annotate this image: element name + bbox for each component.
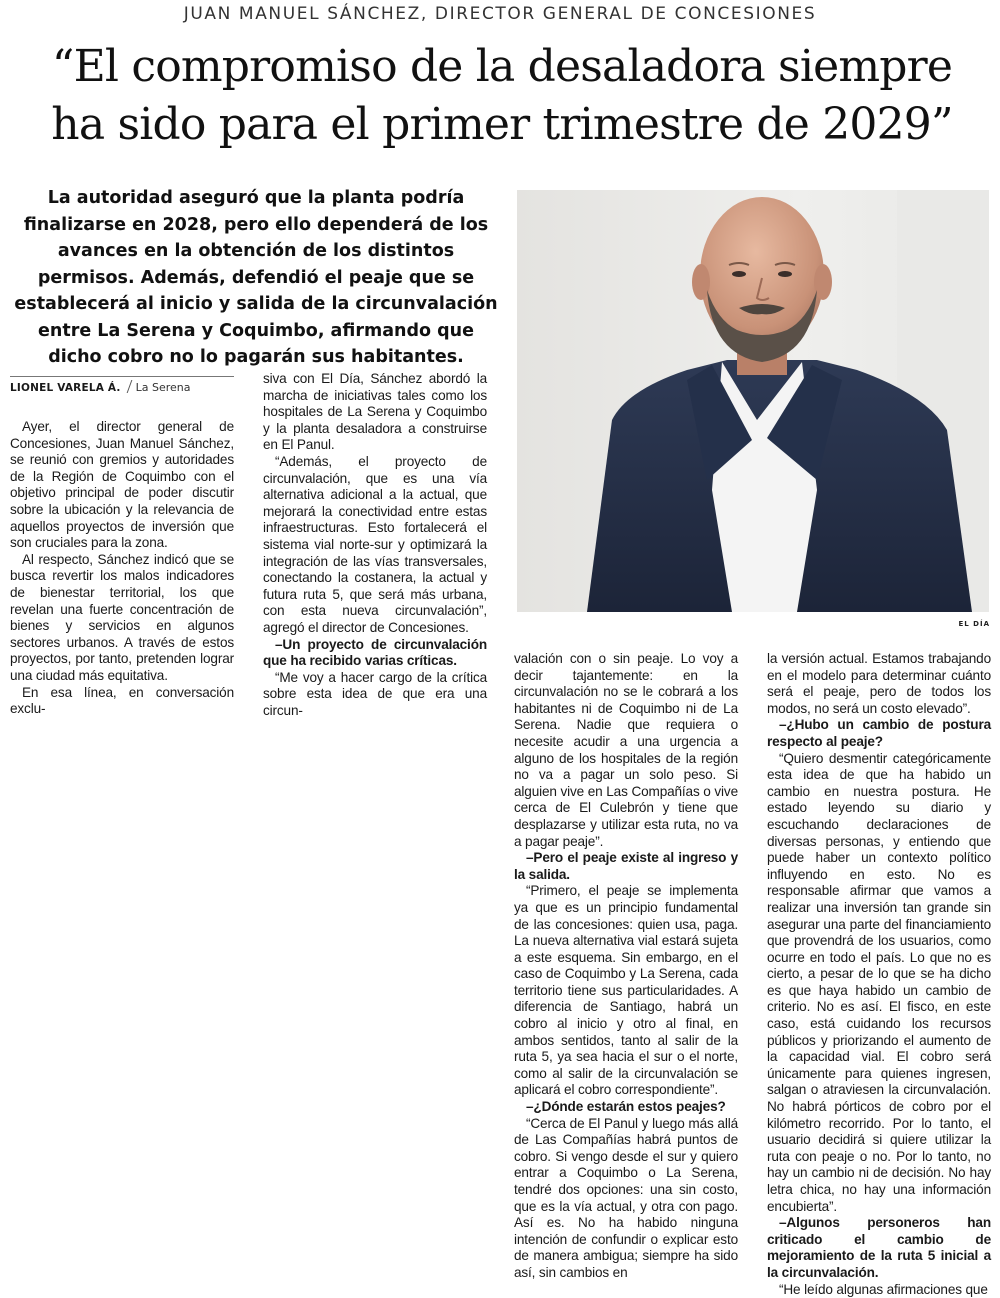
body-paragraph: Al respecto, Sánchez indicó que se busca revertir los malos indicadores de bienestar territorial, los que revelan una fuerte concentración de bienes y servicios en algunos sectores urbanos. A través de estos proyectos, por tanto, pretenden lograr una ciudad más equitativa. <box>10 551 234 683</box>
body-paragraph: “Me voy a hacer cargo de la crítica sobre esta idea de que era una circun- <box>263 669 487 718</box>
article-headline <box>12 38 992 154</box>
interviewee-photo <box>517 190 989 612</box>
body-paragraph: “Quiero desmentir categóricamente esta idea de que ha habido un cambio en nuestra postura. He estado leyendo su diario y escuchando declaraciones de diversas personas, y entiendo que puede haber un contexto político influyendo en esto. No es responsable afirmar que vamos a realizar una inversión tan grande sin asegurar una parte del financiamiento que provendrá de los usuarios, como ocurre en todo el país. Lo que no es cierto, a pesar de lo que se ha dicho es que haya habido un cambio de criterio. No es así. El fisco, en este caso, está cuidando los recursos públicos y priorizando el aumento de la capacidad vial. El cobro será únicamente para quienes ingresen, salgan o atraviesen la circunvalación. No habrá pórticos de cobro por el kilómetro recorrido. Por lo tanto, el usuario decidirá si quiere utilizar la ruta con peaje o no. Por lo tanto, no hay un cambio ni de decisión. No hay letra chica, no hay una información encubierta”. <box>767 750 991 1214</box>
byline-author: LIONEL VARELA Á. <box>10 382 121 394</box>
article-lead: La autoridad aseguró que la planta podría finalizarse en 2028, pero ello dependerá de los avances en la obtención de los distintos permisos. Además, defendió el peaje que se establecerá al inicio y salida de la circunvalación entre La Serena y Coquimbo, afirmando que dicho cobro no lo pagarán sus habitantes. <box>14 188 498 367</box>
body-paragraph: En esa línea, en conversación exclu- <box>10 684 234 717</box>
body-paragraph: Ayer, el director general de Concesiones, Juan Manuel Sánchez, se reunió con gremios y autoridades de la Región de Coquimbo con el objetivo principal de poder discutir sobre la ubicación y la relevancia de aquellos proyectos de inversión que son cruciales para la zona. <box>10 419 234 551</box>
headline-line-2: ha sido para el primer trimestre de 2029” <box>51 99 953 150</box>
interview-question: –¿Hubo un cambio de postura respecto al peaje? <box>767 717 991 749</box>
headline-line-1: “El compromiso de la desaladora siempre <box>51 41 953 92</box>
body-paragraph: “He leído algunas afirmaciones que <box>779 1281 988 1297</box>
interview-question: –¿Dónde estarán estos peajes? <box>526 1099 726 1115</box>
byline <box>10 376 234 400</box>
body-column-2 <box>263 371 487 719</box>
body-paragraph: “Además, el proyecto de circunvalación, que es una vía alternativa adicional a la actual, que mejorará la conectividad entre estas infraestructuras. Esto fortalecerá el sistema vial norte-sur y optimizará la integración de las vías transversales, conectando la costanera, la actual y futura ruta 5, que será más urbana, con esta nueva circunvalación”, agregó el director de Concesiones. <box>263 453 487 635</box>
interview-question: –Un proyecto de circunvalación que ha recibido varias críticas. <box>263 636 487 669</box>
body-paragraph: valación con o sin peaje. Lo voy a decir tajantemente: en la circunvalación no se le cobrará a los habitantes ni de Coquimbo ni de La Serena. Nadie que requiera o necesite acudir a una urgencia a alguno de los hospitales de la región no va a pagar un solo peso. Si alguien vive en Las Compañías o vive cerca de El Culebrón y tiene que desplazarse y utilizar esta ruta, no va a pagar peaje”. <box>514 651 738 849</box>
body-paragraph: “Cerca de El Panul y luego más allá de Las Compañías habrá puntos de cobro. Si vengo desde el sur y quiero entrar a Coquimbo o La Serena, tendré dos opciones: una sin costo, que es la vía actual, y otra con pago. Así es. No ha habido ninguna intención de confundir o explicar esto de manera ambigua; siempre ha sido así, sin cambios en <box>514 1115 738 1280</box>
byline-place: La Serena <box>135 381 191 394</box>
body-column-3 <box>514 651 738 1282</box>
body-column-1 <box>10 419 234 718</box>
body-paragraph: siva con El Día, Sánchez abordó la marcha de iniciativas tales como los hospitales de La Serena y Coquimbo y la planta desaladora a construirse en El Panul. <box>263 371 487 453</box>
body-paragraph: la versión actual. Estamos trabajando en el modelo para determinar cuánto será el peaje, pero de todos los modos, no será un costo elevado”. <box>767 651 991 716</box>
byline-separator <box>126 380 132 393</box>
interview-question: –Pero el peaje existe al ingreso y la salida. <box>514 850 738 882</box>
body-column-4 <box>767 651 991 1298</box>
body-paragraph: “Primero, el peaje se implementa ya que es un principio fundamental de las concesiones: quien usa, paga. La nueva alternativa vial estará sujeta a este esquema. Sin embargo, en el caso de Coquimbo y La Serena, cada territorio tiene sus particularidades. A diferencia de Santiago, habrá un cobro al inicio y otro al final, en ambos sentidos, tanto al salir de la ruta 5, ya sea hacia el sur o el norte, como al salir de la circunvalación se aplicará el cobro correspondiente”. <box>514 883 738 1098</box>
portrait-image <box>517 190 989 612</box>
article-kicker: JUAN MANUEL SÁNCHEZ, DIRECTOR GENERAL DE CONCESIONES <box>183 4 817 24</box>
photo-credit: EL DÍA <box>958 620 990 628</box>
interview-question: –Algunos personeros han criticado el cambio de mejoramiento de la ruta 5 inicial a la circunvalación. <box>767 1215 991 1280</box>
